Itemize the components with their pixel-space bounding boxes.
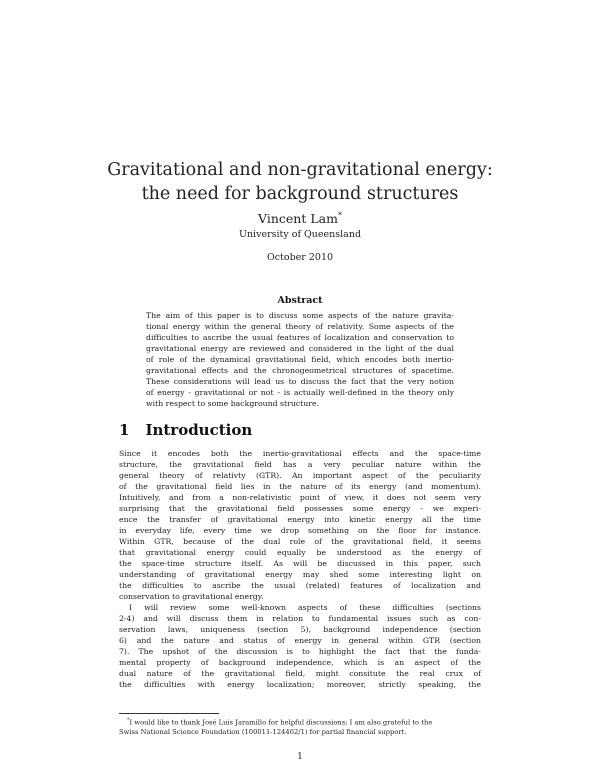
paragraph-line: understanding of gravitational energy may shed some interesting light on	[119, 570, 481, 579]
abstract-line: These considerations will lead us to discuss the fact that the very notion	[146, 377, 454, 386]
paragraph-line: general theory of relativty (GTR). An important aspect of the peculiarity	[119, 471, 481, 480]
paragraph-line: conservation to gravitational energy.	[119, 592, 264, 601]
paragraph-line: dual nature of the gravitational field, might consitute the real crux of	[119, 669, 481, 678]
paragraph-line: the space-time structure itself. As will be discussed in this paper, such	[119, 559, 481, 568]
paragraph-line: Since it encodes both the inertio-gravitational effects and the space-time	[119, 449, 481, 458]
paragraph-line: the difficulties to ascribe the usual (related) features of localization and	[119, 581, 481, 590]
footnote-line	[119, 716, 481, 728]
footnote-text: Swiss National Science Foundation (100011-124462/1) for partial financial support.	[119, 727, 407, 736]
footnote-line	[119, 728, 481, 738]
paragraph-line: 2-4) and will discuss them in relation to fundamental issues such as con-	[119, 614, 481, 623]
paper-date: October 2010	[266, 252, 334, 263]
author-name: Vincent Lam	[258, 211, 338, 227]
paragraph-line: servation laws, uniqueness (section 5), background independence (section	[119, 625, 481, 634]
abstract-line: of energy - gravitational or not - is actually well-defined in the theory only	[146, 388, 454, 397]
paragraph-line: 7). The upshot of the discussion is to highlight the fact that the funda-	[119, 647, 481, 656]
abstract-line: gravitational energy are reviewed and considered in the light of the dual	[146, 344, 454, 353]
paragraph-line: ence the transfer of gravitational energy into kinetic energy all the time	[119, 515, 481, 524]
page-number: 1	[297, 752, 303, 762]
footnote-rule	[119, 713, 219, 714]
author-footnote-mark: *	[337, 211, 342, 220]
abstract-line: The aim of this paper is to discuss some aspects of the nature gravita-	[146, 311, 454, 320]
paragraph-line: Intuitively, and from a non-relativistic point of view, it does not seem very	[119, 493, 481, 502]
paragraph-line: Within GTR, because of the dual role of the gravitational field, it seems	[119, 537, 481, 546]
abstract-line: of role of the dynamical gravitational field, which encodes both inertio-	[146, 355, 454, 364]
abstract-line: difficulties to ascribe the usual features of localization and conservation to	[146, 333, 454, 342]
paragraph-line: surprising that the gravitational field possesses some energy - we experi-	[119, 504, 481, 513]
section-heading	[119, 421, 252, 439]
paper-title: Gravitational and non-gravitational energy: the need for background structures	[107, 160, 493, 204]
footnote-text: I would like to thank José Luis Jaramillo for helpful discussions; I am also grateful to the	[129, 718, 433, 727]
paragraph-line: that gravitational energy could equally be understood as the energy of	[119, 548, 481, 557]
paragraph-line: the difficulties with energy localization; moreover, strictly speaking, the	[119, 680, 481, 689]
abstract-line: tional energy within the general theory of relativity. Some aspects of the	[146, 322, 454, 331]
paragraph-line: mental property of background independence, which is an aspect of the	[119, 658, 481, 667]
paragraph-line: 6) and the nature and status of energy in general within GTR (section	[119, 636, 481, 645]
paragraph-line: of the gravitational field lies in the nature of its energy (and momentum).	[119, 482, 481, 491]
abstract-line: gravitational effects and the chronogeometrical structures of spacetime.	[146, 366, 454, 375]
paragraph-line: I will review some well-known aspects of these difficulties (sections	[129, 603, 481, 612]
section-body	[119, 448, 481, 690]
section-title: Introduction	[145, 421, 253, 439]
author-line	[0, 211, 600, 226]
abstract-heading: Abstract	[277, 295, 323, 306]
abstract-line: with respect to some background structure.	[146, 399, 320, 408]
footnote-mark: *	[127, 717, 130, 723]
footnote	[119, 716, 481, 737]
abstract-body	[146, 310, 454, 409]
author-affiliation: University of Queensland	[238, 229, 362, 240]
paragraph-line: in everyday life, every time we drop something on the floor for instance.	[119, 526, 481, 535]
paragraph-line: structure, the gravitational field has a very peculiar nature within the	[119, 460, 481, 469]
section-number: 1	[119, 421, 130, 439]
